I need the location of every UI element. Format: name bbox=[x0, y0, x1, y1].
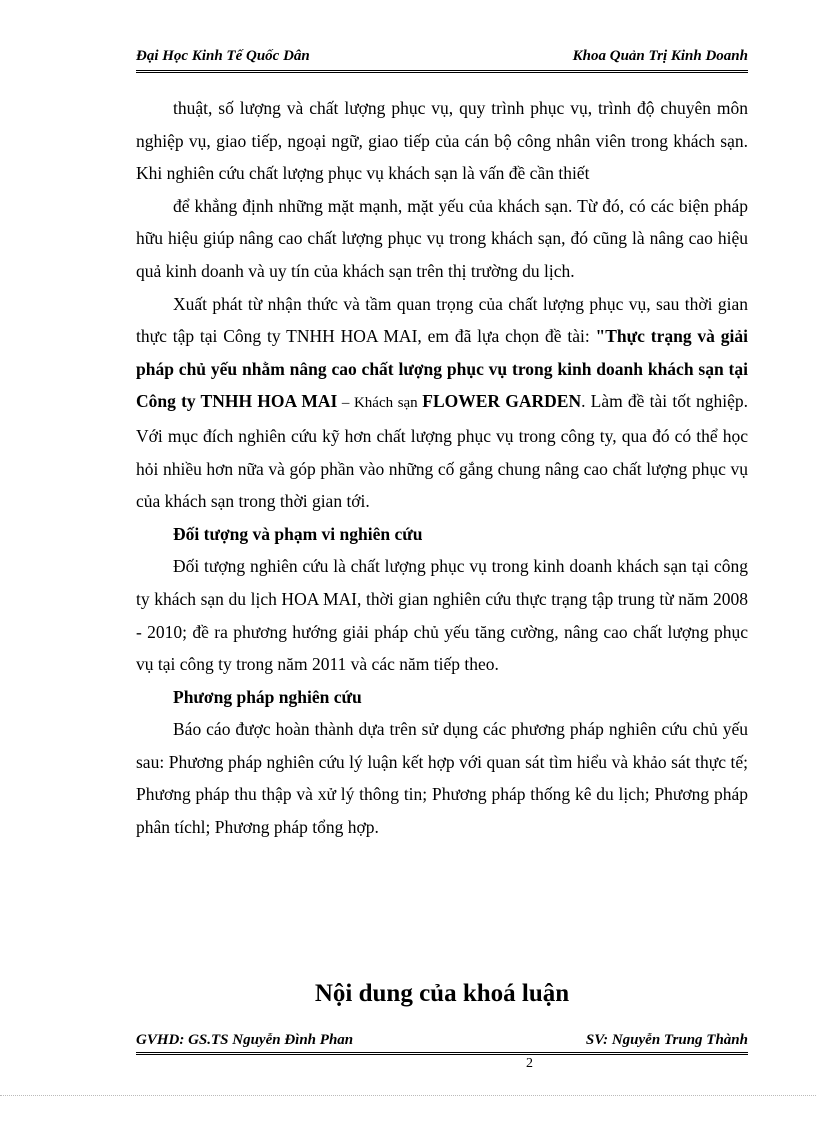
header-faculty: Khoa Quản Trị Kinh Doanh bbox=[572, 48, 748, 64]
paragraph-3-rest: . Làm đề tài tốt nghiệp. Với mục đích nghiên cứu kỹ hơn chất lượng phục vụ trong công ty, qua đó có thể học hỏi nhiều hơn nữa và góp phần vào những cố gắng chung nâng cao chất lượng phục vụ của khách sạn trong thời gian tới. bbox=[136, 391, 749, 512]
paragraph-2: để khẳng định những mặt mạnh, mặt yếu của khách sạn. Từ đó, có các biện pháp hữu hiệu giúp nâng cao chất lượng phục vụ trong khách sạn, đó cũng là nâng cao hiệu quả kinh doanh và uy tín của khách sạn trên thị trường du lịch. bbox=[136, 195, 748, 281]
footer-supervisor: GVHD: GS.TS Nguyễn Đình Phan bbox=[136, 1032, 354, 1048]
hotel-name: FLOWER GARDEN bbox=[422, 391, 582, 412]
paragraph-1: thuật, số lượng và chất lượng phục vụ, quy trình phục vụ, trình độ chuyên môn nghiệp vụ, giao tiếp, ngoại ngữ, giao tiếp của cán bộ công nhân viên trong khách sạn. Khi nghiên cứu chất lượng phục vụ khách sạn là vấn đề cần thiết bbox=[136, 98, 748, 184]
footer-student: SV: Nguyễn Trung Thành bbox=[585, 1032, 748, 1048]
page-footer bbox=[136, 1032, 748, 1055]
header-university: Đại Học Kinh Tế Quốc Dân bbox=[136, 48, 310, 64]
paragraph-4: Đối tượng nghiên cứu là chất lượng phục vụ trong kinh doanh khách sạn tại công ty khách sạn du lịch HOA MAI, thời gian nghiên cứu thực trạng tập trung từ năm 2008 - 2010; đề ra phương hướng giải pháp chủ yếu tăng cường, nâng cao chất lượng phục vụ tại công ty trong năm 2011 và các năm tiếp theo. bbox=[136, 556, 748, 675]
paragraph-3 bbox=[136, 288, 748, 518]
heading-scope: Đối tượng và phạm vi nghiên cứu bbox=[173, 523, 423, 544]
page-header bbox=[136, 48, 748, 73]
paragraph-3-intro: Xuất phát từ nhận thức và tầm quan trọng của chất lượng phục vụ, sau thời gian thực tập tại Công ty TNHH HOA MAI, em đã lựa chọn đề tài: bbox=[136, 293, 748, 347]
section-title: Nội dung của khoá luận bbox=[314, 980, 570, 1007]
page-number: 2 bbox=[526, 1056, 533, 1071]
thesis-topic-dash: – Khách sạn bbox=[337, 395, 423, 412]
thesis-topic: "Thực trạng và giải pháp chủ yếu nhằm nâng cao chất lượng phục vụ trong kinh doanh khách sạn tại Công ty TNHH HOA MAI bbox=[136, 326, 748, 412]
page-bottom-divider bbox=[0, 1095, 816, 1096]
paragraph-5: Báo cáo được hoàn thành dựa trên sử dụng các phương pháp nghiên cứu chủ yếu sau: Phương pháp nghiên cứu lý luận kết hợp với quan sát tìm hiểu và khảo sát thực tế; Phương pháp thu thập và xử lý thông tin; Phương pháp thống kê du lịch; Phương pháp phân tíchl; Phương pháp tổng hợp. bbox=[136, 719, 748, 838]
page-body bbox=[136, 92, 748, 844]
heading-methods: Phương pháp nghiên cứu bbox=[173, 686, 362, 707]
